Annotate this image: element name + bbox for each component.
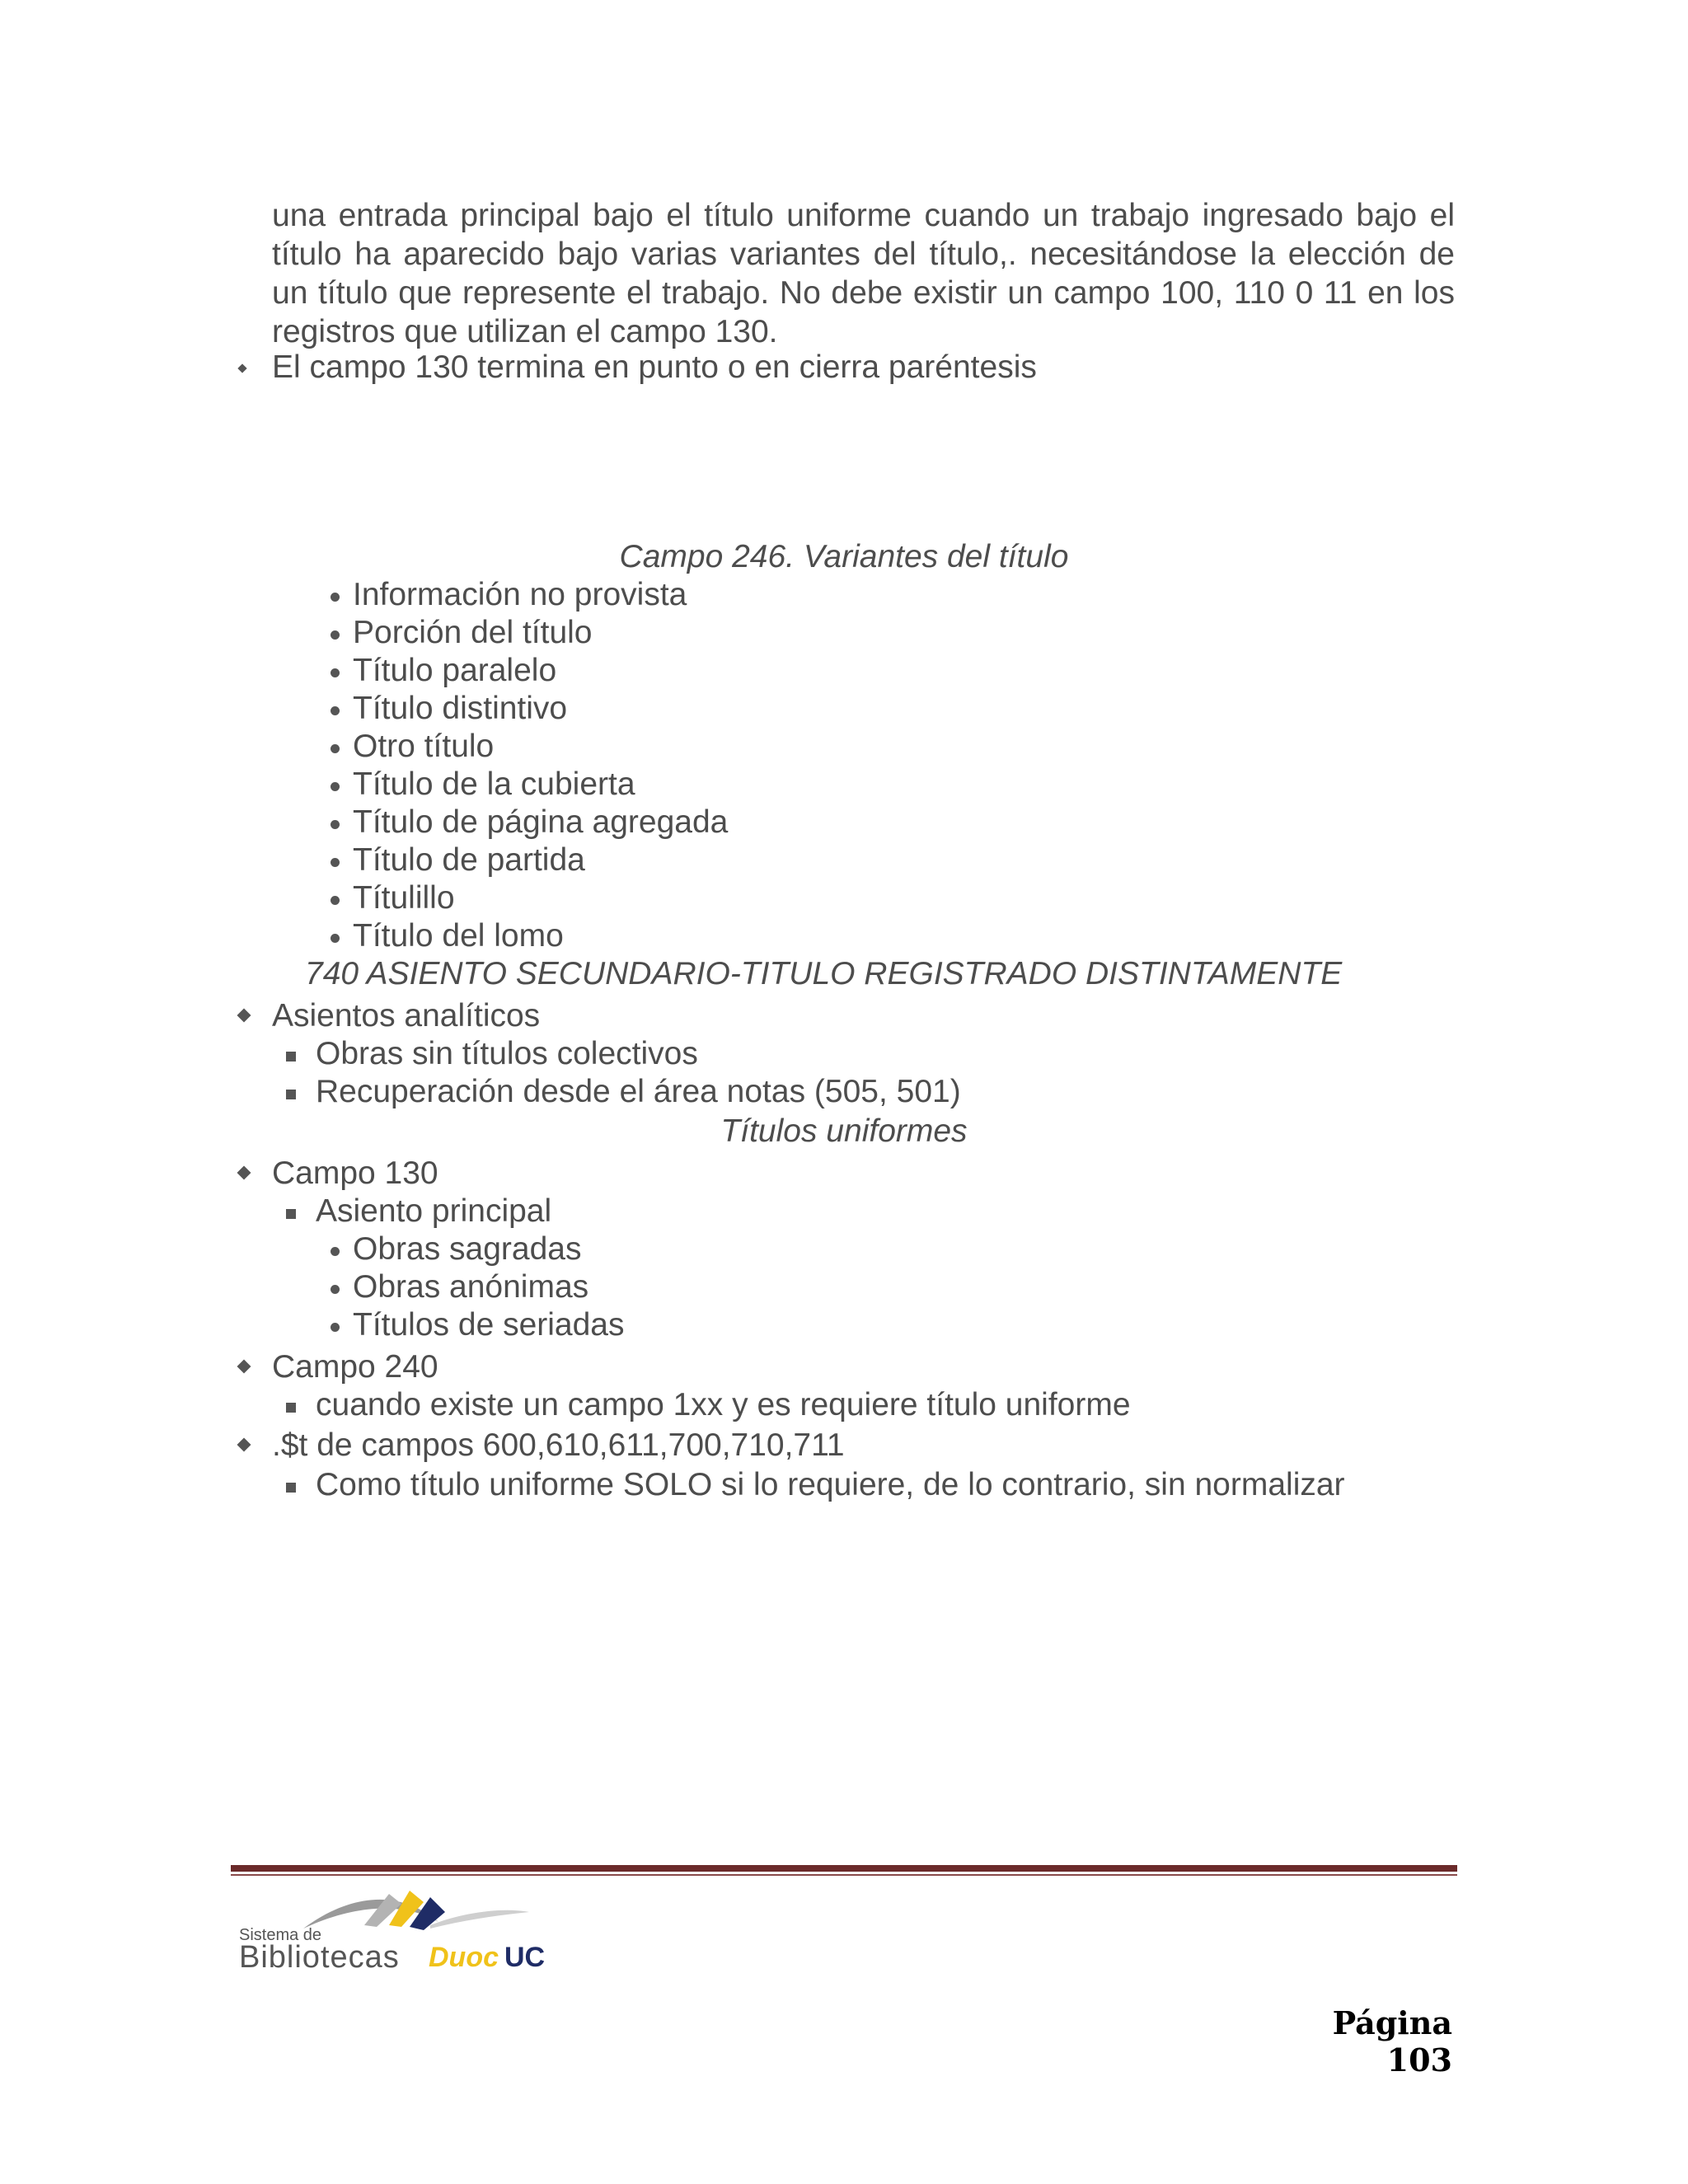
section-740-heading: 740 ASIENTO SECUNDARIO-TITULO REGISTRADO DISTINTAMENTE	[305, 956, 1343, 991]
logo-text-small: Sistema de	[239, 1926, 322, 1944]
list-item: Título distintivo	[353, 691, 568, 726]
list-item: .$t de campos 600,610,611,700,710,711	[272, 1427, 845, 1463]
list-item: Título de página agregada	[353, 804, 729, 840]
footer-divider	[231, 1865, 1457, 1872]
list-item: Título de partida	[353, 842, 585, 878]
logo-brand: Duoc	[429, 1942, 499, 1973]
list-item: Título del lomo	[353, 918, 564, 954]
page-number: Página 103	[1332, 2004, 1452, 2079]
logo-text-large: Bibliotecas	[239, 1940, 400, 1975]
list-item: Asientos analíticos	[272, 998, 541, 1033]
list-item: Campo 240	[272, 1349, 438, 1385]
list-item: Obras sagradas	[353, 1231, 582, 1267]
list-item: Obras sin títulos colectivos	[316, 1036, 698, 1071]
list-item: Títulillo	[353, 880, 455, 916]
list-item: Títulos de seriadas	[353, 1307, 625, 1343]
list-item: Otro título	[353, 729, 495, 764]
uniform-titles-heading: Títulos uniformes	[720, 1113, 968, 1149]
list-item: Información no provista	[353, 577, 687, 612]
footer-divider-thin	[231, 1874, 1457, 1876]
list-item: Recuperación desde el área notas (505, 501)	[316, 1074, 961, 1109]
intro-paragraph: una entrada principal bajo el título uniforme cuando un trabajo ingresado bajo el título ha aparecido bajo varias variantes del título,. necesitándose la elección de un título que represente el trabajo. No debe existir un campo 100, 110 0 11 en los registros que utilizan el campo 130.	[272, 198, 1455, 349]
list-item: Asiento principal	[316, 1193, 552, 1229]
list-item: cuando existe un campo 1xx y es requiere título uniforme	[316, 1387, 1131, 1422]
logo-brand-uc: UC	[504, 1942, 546, 1973]
list-item: Porción del título	[353, 615, 593, 650]
list-item: Obras anónimas	[353, 1269, 589, 1305]
list-item: Como título uniforme SOLO si lo requiere, de lo contrario, sin normalizar	[316, 1467, 1345, 1502]
list-item: Título de la cubierta	[353, 766, 635, 802]
section-246-heading: Campo 246. Variantes del título	[619, 539, 1069, 574]
intro-bullet: El campo 130 termina en punto o en cierra paréntesis	[272, 349, 1037, 385]
list-item: Campo 130	[272, 1155, 438, 1191]
library-logo	[232, 1879, 579, 1978]
list-item: Título paralelo	[353, 653, 557, 688]
